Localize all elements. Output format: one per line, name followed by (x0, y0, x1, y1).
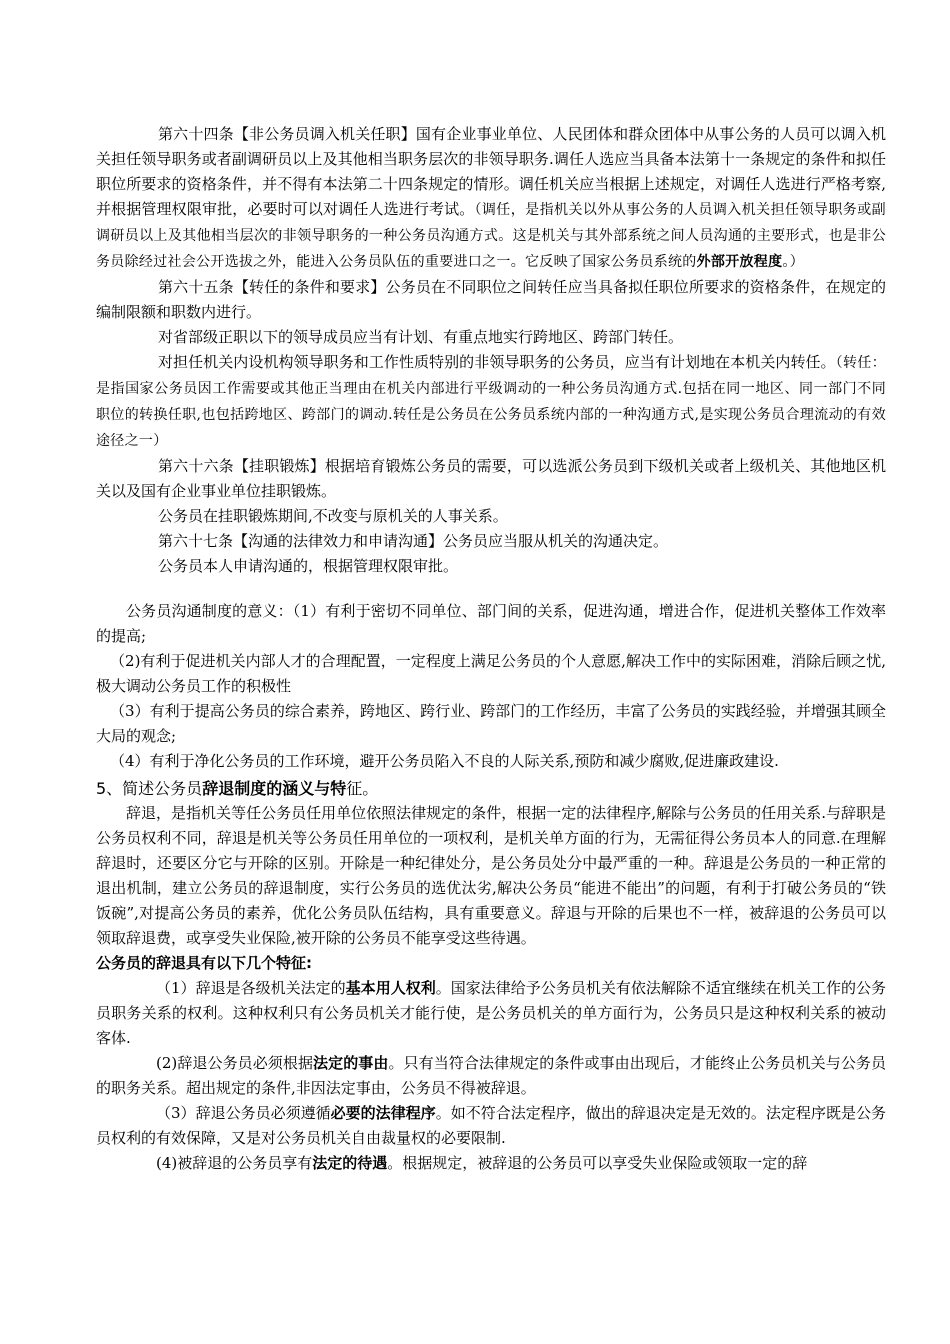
features-title: 公务员的辞退具有以下几个特征: (96, 954, 313, 972)
article-65-para-2: 对省部级正职以下的领导成员应当有计划、有重点地实行跨地区、跨部门转任。 (158, 328, 684, 346)
feature-1: （1）辞退是各级机关法定的基本用人权利。国家法律给予公务员机关有依法解除不适宜继续在机关工作的公务员职务关系的权利。这种权利只有公务员机关才能行使，是公务员机关的单方面行为，公务员只是这种权利关系的被动客体. (96, 979, 886, 1047)
dismissal-definition: 辞退，是指机关等任公务员任用单位依照法律规定的条件，根据一定的法律程序,解除与公务员的任用关系.与辞职是公务员权利不同，辞退是机关等公务员任用单位的一项权利，是机关单方面的行为，无需征得公务员本人的同意.在理解辞退时，还要区分它与开除的区别。开除是一种纪律处分，是公务员处分中最严重的一种。辞退是公务员的一种正常的退出机制，建立公务员的辞退制度，实行公务员的选优汰劣,解决公务员“能进不能出”的问题，有利于打破公务员的“铁饭碗”,对提高公务员的素养，优化公务员队伍结构，具有重要意义。辞退与开除的后果也不一样，被辞退的公务员可以领取辞退费，或享受失业保险,被开除的公务员不能享受这些待遇。 (96, 804, 886, 947)
article-64 (96, 122, 886, 275)
significance-para-1: 公务员沟通制度的意义：（1）有利于密切不同单位、部门间的关系，促进沟通，增进合作，促进机关整体工作效率的提高; (96, 602, 886, 645)
article-64-note: （调任，是指机关以外从事公务的人员调入机关担任领导职务或副调研员以上及其他相当层次的非领导职务的一种公务员沟通方式。这是机关与其外部系统之间人员沟通的主要形式，也是非公务员除经过社会公开选拔之外，能进入公务员队伍的重要进口之一。它反映了国家公务员系统的外部开放程度。） (96, 202, 886, 270)
significance-para-2: （2)有利于促进机关内部人才的合理配置，一定程度上满足公务员的个人意愿,解决工作中的实际困难，消除后顾之忧,极大调动公务员工作的积极性 (96, 652, 886, 695)
significance-para-4: （4）有利于净化公务员的工作环境，避开公务员陷入不良的人际关系,预防和减少腐败,促进廉政建设. (110, 752, 779, 770)
feature-2: (2)辞退公务员必须根据法定的事由。只有当符合法律规定的条件或事由出现后，才能终止公务员机关与公务员的职务关系。超出规定的条件,非因法定事由，公务员不得被辞退。 (96, 1054, 886, 1097)
feature-4: (4)被辞退的公务员享有法定的待遇。根据规定，被辞退的公务员可以享受失业保险或领取一定的辞 (156, 1154, 808, 1172)
article-66: 第六十六条【挂职锻炼】根据培育锻炼公务员的需要，可以选派公务员到下级机关或者上级机关、其他地区机关以及国有企业事业单位挂职锻炼。 (96, 457, 886, 500)
significance-para-3: （3）有利于提高公务员的综合素养，跨地区、跨行业、跨部门的工作经历，丰富了公务员的实践经验，并增强其顾全大局的观念; (96, 702, 886, 745)
document-page (96, 122, 886, 1176)
feature-3: （3）辞退公务员必须遵循必要的法律程序。如不符合法定程序，做出的辞退决定是无效的。法定程序既是公务员权利的有效保障，又是对公务员机关自由裁量权的必要限制. (96, 1104, 886, 1147)
article-66-para-2: 公务员在挂职锻炼期间,不改变与原机关的人事关系。 (158, 507, 508, 525)
article-67: 第六十七条【沟通的法律效力和申请沟通】公务员应当服从机关的沟通决定。 (158, 532, 669, 550)
spacer (96, 579, 886, 599)
emphasis-external-openness: 外部开放程度 (696, 254, 783, 270)
article-65: 第六十五条【转任的条件和要求】公务员在不同职位之间转任应当具备拟任职位所要求的资格条件，在规定的编制限额和职数内进行。 (96, 278, 886, 321)
article-65-para-3: 对担任机关内设机构领导职务和工作性质特别的非领导职务的公务员，应当有计划地在本机关内转任。（转任：是指国家公务员因工作需要或其他正当理由在机关内部进行平级调动的一种公务员沟通方式.包括在同一地区、同一部门不同职位的转换任职,也包括跨地区、跨部门的调动.转任是公务员在公务员系统内部的一种沟通方式,是实现公务员合理流动的有效途径之一） (96, 353, 886, 449)
article-65-note: （转任：是指国家公务员因工作需要或其他正当理由在机关内部进行平级调动的一种公务员沟通方式.包括在同一地区、同一部门不同职位的转换任职,也包括跨地区、跨部门的调动.转任是公务员在公务员系统内部的一种沟通方式,是实现公务员合理流动的有效途径之一） (96, 355, 886, 449)
article-67-para-2: 公务员本人申请沟通的，根据管理权限审批。 (158, 557, 459, 575)
question-5-heading: 5、简述公务员辞退制度的涵义与特征。 (96, 779, 379, 798)
article-64-text: 第六十四条【非公务员调入机关任职】国有企业事业单位、人民团体和群众团体中从事公务的人员可以调入机关担任领导职务或者副调研员以上及其他相当职务层次的非领导职务.调任人选应当具备本法第十一条规定的条件和拟任职位所要求的资格条件，并不得有本法第二十四条规定的情形。调任机关应当根据上述规定，对调任人选进行严格考察,并根据管理权限审批，必要时可以对调任人选进行考试。 (96, 125, 886, 218)
